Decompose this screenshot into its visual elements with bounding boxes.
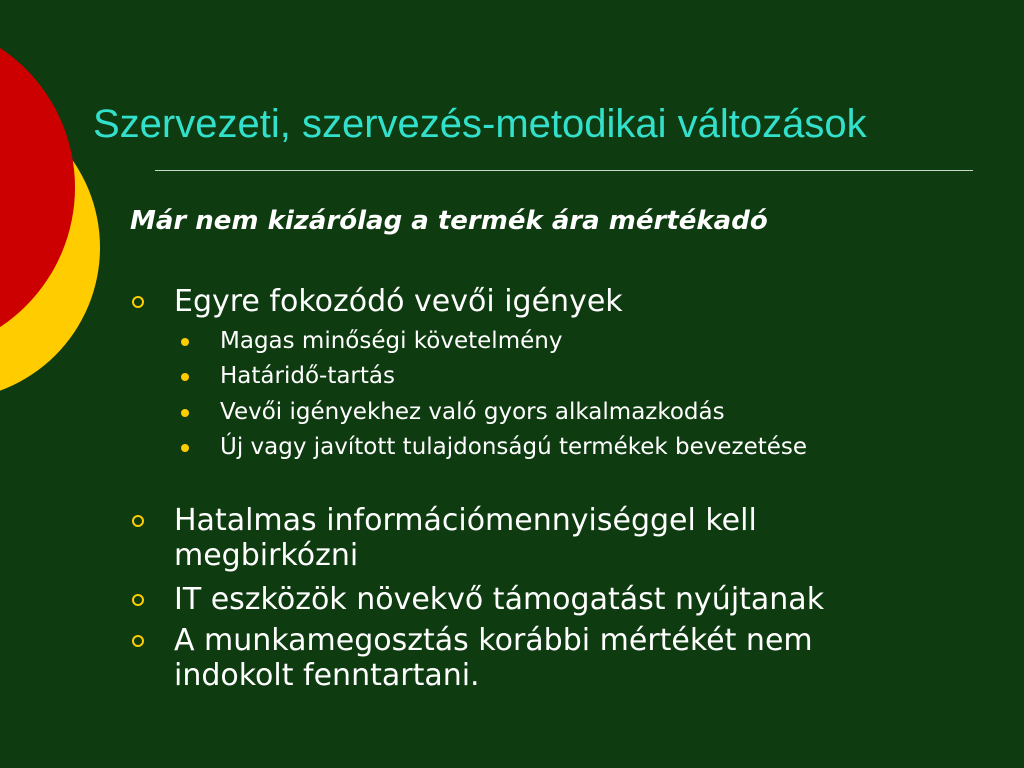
hollow-circle-bullet-icon — [132, 594, 144, 606]
bullet-text: IT eszközök növekvő támogatást nyújtanak — [174, 582, 825, 617]
dot-bullet-icon — [181, 338, 189, 346]
dot-bullet-icon — [181, 409, 189, 417]
sub-bullet-text: Új vagy javított tulajdonságú termékek bevezetése — [220, 434, 808, 460]
dot-bullet-icon — [181, 373, 189, 381]
bullet-text-line: A munkamegosztás korábbi mértékét nem — [174, 623, 813, 658]
bullet-text-line: megbirkózni — [174, 538, 359, 573]
dot-bullet-icon — [181, 444, 189, 452]
bullet-text-line: Hatalmas információmennyiséggel kell — [174, 503, 757, 538]
sub-bullet-text: Vevői igényekhez való gyors alkalmazkodás — [220, 399, 725, 425]
hollow-circle-bullet-icon — [132, 635, 144, 647]
bullet-text-line: indokolt fenntartani. — [174, 658, 480, 693]
sub-bullet-text: Magas minőségi követelmény — [220, 328, 563, 354]
bullet-text: Egyre fokozódó vevői igények — [174, 284, 623, 319]
title-divider — [155, 170, 973, 171]
sub-bullet-text: Határidő-tartás — [220, 363, 395, 389]
slide-title: Szervezeti, szervezés-metodikai változások — [93, 102, 867, 146]
hollow-circle-bullet-icon — [132, 515, 144, 527]
hollow-circle-bullet-icon — [132, 296, 144, 308]
slide-subtitle: Már nem kizárólag a termék ára mértékadó — [130, 206, 768, 236]
